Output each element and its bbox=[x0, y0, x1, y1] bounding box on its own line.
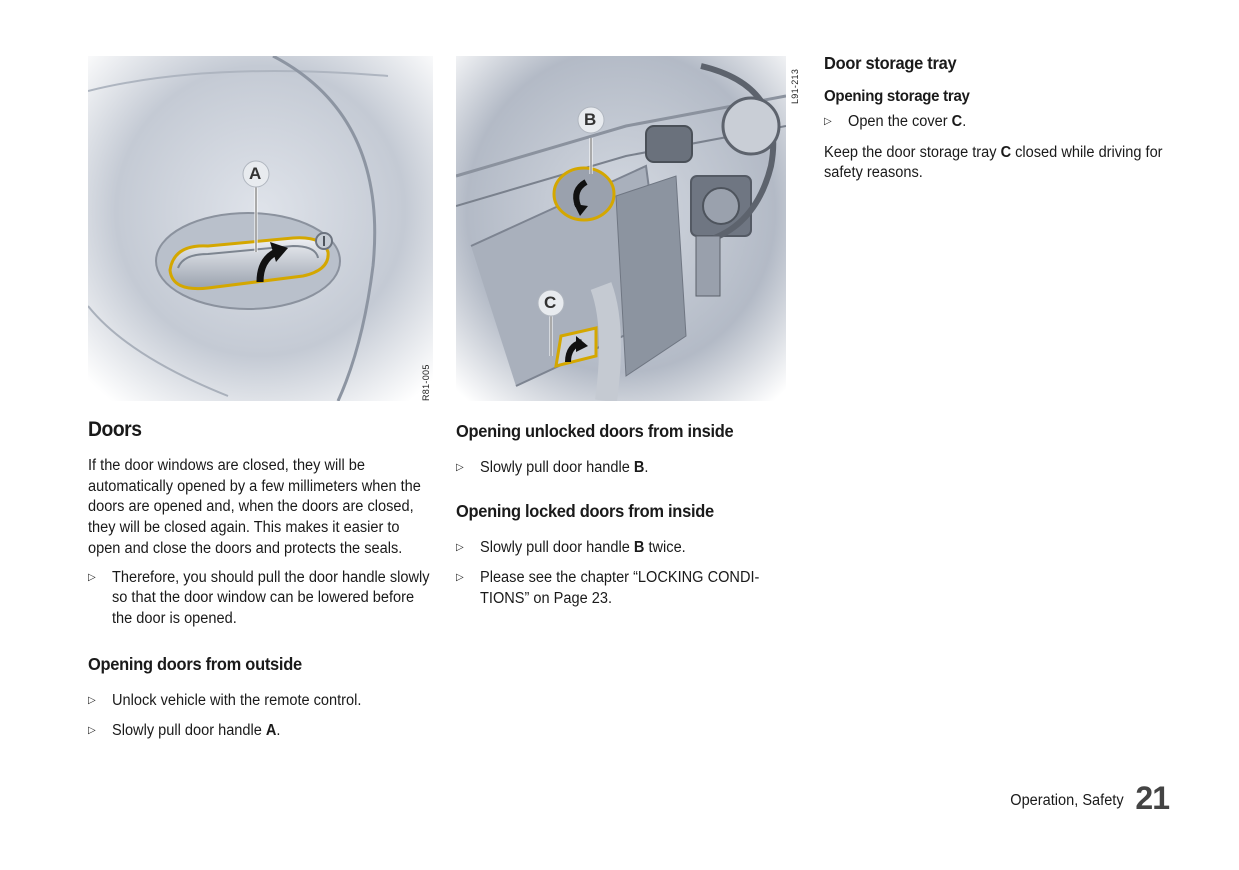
exterior-door-handle-figure bbox=[88, 56, 433, 401]
step-text: Please see the chapter “LOCKING CONDI-TIONS” on Page 23. bbox=[480, 569, 760, 608]
opening-locked-inside-heading: Opening locked doors from inside bbox=[456, 500, 714, 521]
bullet-triangle-icon: ▷ bbox=[456, 572, 464, 584]
door-storage-tray-heading: Door storage tray bbox=[824, 53, 957, 73]
doors-heading: Doors bbox=[88, 418, 142, 441]
cover-reference-c: C bbox=[951, 113, 963, 130]
handle-reference-b: B bbox=[633, 459, 645, 476]
step-text: Unlock vehicle with the remote control. bbox=[112, 691, 362, 709]
figure-code-right: L91-213 bbox=[790, 68, 800, 104]
tray-reference-c: C bbox=[1000, 143, 1012, 161]
bullet-triangle-icon: ▷ bbox=[88, 725, 96, 737]
footer-chapter-title: Operation, Safety bbox=[1010, 792, 1124, 809]
doors-column bbox=[88, 418, 433, 752]
bullet-triangle-icon: ▷ bbox=[456, 541, 464, 553]
doors-intro-paragraph: If the door windows are closed, they will be automatically opened by a few millimeters when the doors are opened and, when the doors are closed, they will be closed again. This makes it easier to open and close the doors and protects the seals. bbox=[88, 457, 421, 557]
step-text bbox=[848, 112, 1173, 133]
list-item bbox=[88, 721, 433, 742]
exterior-door-illustration bbox=[88, 56, 433, 401]
callout-label-b: B bbox=[584, 110, 597, 129]
opening-unlocked-inside-heading: Opening unlocked doors from inside bbox=[456, 421, 734, 441]
handle-reference-b: B bbox=[633, 538, 645, 556]
step-text-post: . bbox=[276, 722, 281, 740]
interior-door-figure bbox=[456, 56, 801, 401]
step-text bbox=[112, 721, 432, 742]
page-footer bbox=[1003, 782, 1169, 814]
callout-label-a: A bbox=[249, 164, 262, 183]
bullet-triangle-icon: ▷ bbox=[88, 694, 96, 706]
step-text bbox=[480, 458, 785, 479]
note-text-post: closed while driving for safety reasons. bbox=[824, 143, 1163, 182]
list-item bbox=[88, 691, 433, 712]
step-text-post: . bbox=[962, 113, 967, 130]
list-item bbox=[456, 568, 786, 609]
step-text-pre: Slowly pull door handle bbox=[480, 538, 634, 556]
step-text-pre: Open the cover bbox=[848, 113, 952, 130]
figure-code-left: R81-005 bbox=[421, 364, 431, 401]
locked-inside-steps bbox=[456, 538, 786, 610]
note-text-pre: Keep the door storage tray bbox=[824, 143, 1001, 161]
list-item bbox=[456, 458, 786, 479]
bullet-triangle-icon: ▷ bbox=[824, 116, 832, 127]
bullet-triangle-icon: ▷ bbox=[88, 571, 96, 583]
step-text-post: . bbox=[644, 459, 649, 476]
storage-note-paragraph bbox=[824, 143, 1172, 184]
list-item bbox=[88, 568, 433, 630]
page-number: 21 bbox=[1135, 780, 1169, 816]
handle-reference-a: A bbox=[265, 722, 277, 740]
step-text bbox=[480, 538, 785, 559]
step-text: Therefore, you should pull the door handle slowly so that the door window can be lowered before the door is opened. bbox=[112, 568, 430, 627]
unlocked-inside-steps bbox=[456, 458, 786, 479]
callout-label-c: C bbox=[544, 293, 557, 312]
bullet-triangle-icon: ▷ bbox=[456, 462, 464, 473]
step-text-pre: Slowly pull door handle bbox=[112, 722, 266, 740]
list-item bbox=[824, 112, 1174, 133]
outside-steps bbox=[88, 691, 433, 742]
interior-door-illustration bbox=[456, 56, 786, 401]
step-text-post: twice. bbox=[644, 538, 686, 556]
doors-steps bbox=[88, 568, 433, 630]
opening-from-outside-heading: Opening doors from outside bbox=[88, 653, 302, 674]
storage-steps bbox=[824, 112, 1174, 133]
inside-column bbox=[456, 421, 786, 620]
opening-storage-tray-heading: Opening storage tray bbox=[824, 88, 970, 105]
list-item bbox=[456, 538, 786, 559]
step-text-pre: Slowly pull door handle bbox=[480, 459, 634, 476]
storage-column bbox=[824, 53, 1174, 192]
